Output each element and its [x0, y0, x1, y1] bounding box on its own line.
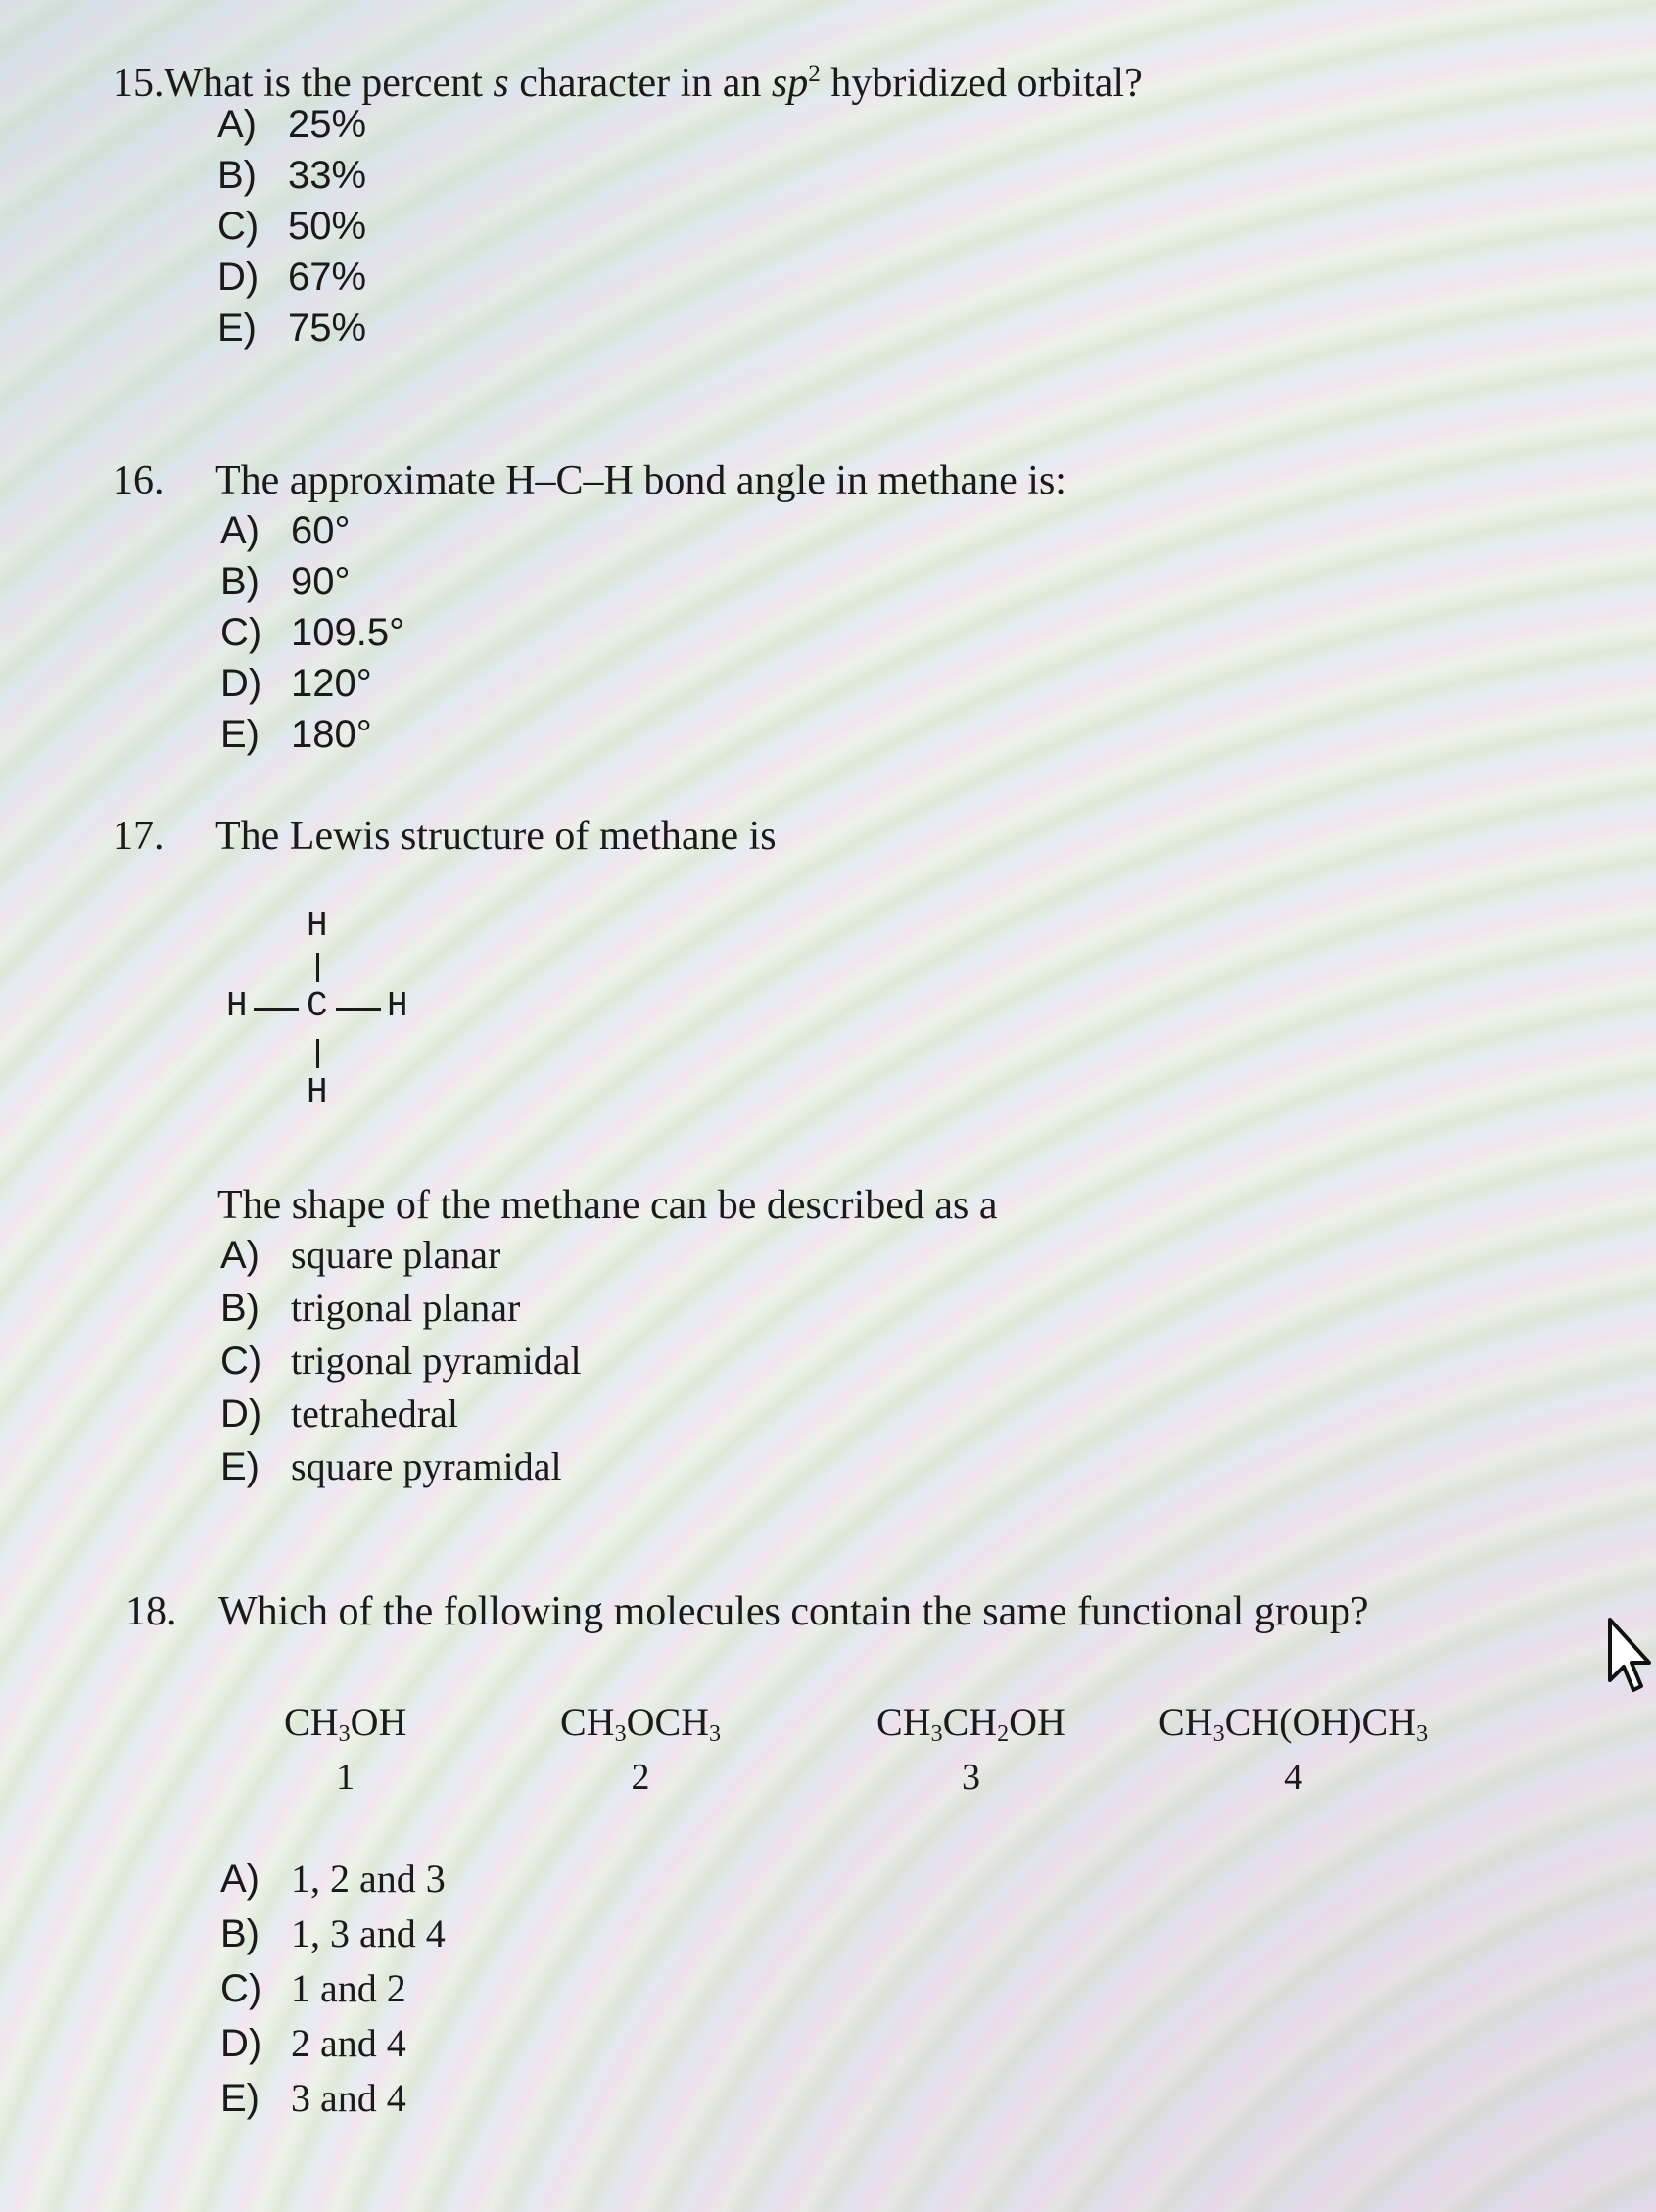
answer-option-b[interactable]: B) 33% [217, 154, 367, 197]
answer-option-d[interactable]: D) 67% [217, 256, 367, 299]
question-number: 16. [113, 458, 165, 503]
molecule-label: 3 [961, 1757, 980, 1798]
answer-option-e[interactable]: E) 3 and 4 [220, 2076, 406, 2120]
molecule-label: 4 [1284, 1757, 1303, 1798]
atom-h-right: H [387, 986, 408, 1026]
molecule-1 [284, 1699, 406, 1799]
question-text-part: character in an [508, 61, 772, 106]
answer-option-c[interactable]: C) 50% [217, 205, 367, 248]
question-text: Which of the following molecules contain the same functional group? [218, 1589, 1369, 1634]
question-text-italic: s [493, 61, 509, 106]
question-15 [113, 49, 1143, 109]
bond-left [254, 1008, 299, 1011]
atom-h-left: H [226, 986, 248, 1026]
question-text-part: What is the percent [164, 61, 494, 106]
answer-option-a[interactable]: A) square planar [220, 1233, 501, 1277]
answer-option-b[interactable]: B) trigonal planar [220, 1286, 521, 1330]
answer-option-d[interactable]: D) tetrahedral [220, 1391, 458, 1435]
answer-option-c[interactable]: C) trigonal pyramidal [220, 1339, 582, 1383]
question-17 [113, 811, 777, 862]
answer-option-e[interactable]: E) 75% [217, 306, 367, 350]
bond-bottom [316, 1039, 319, 1068]
question-number: 17. [113, 814, 165, 859]
question-text: The Lewis structure of methane is [215, 814, 777, 859]
atom-c-center: C [307, 986, 328, 1026]
atom-h-bottom: H [307, 1072, 328, 1112]
bond-right [336, 1008, 381, 1011]
question-text: The approximate H–C–H bond angle in methane is: [215, 458, 1066, 503]
answer-option-e[interactable]: E) square pyramidal [220, 1444, 562, 1488]
molecule-2 [560, 1699, 721, 1799]
question-18 [125, 1586, 1368, 1637]
atom-h-top: H [307, 906, 328, 946]
answer-option-b[interactable]: B) 1, 3 and 4 [220, 1911, 446, 1955]
molecule-label: 2 [631, 1757, 650, 1798]
answer-option-a[interactable]: A) 1, 2 and 3 [220, 1857, 446, 1901]
formula: $CH_3CH_2OH$ [876, 1700, 1065, 1747]
question-number: 15. [113, 61, 165, 106]
formula: $CH_3CH(OH)CH_3$ [1159, 1700, 1429, 1747]
answer-option-a[interactable]: A) 25% [217, 103, 367, 146]
question-text-italic: sp [771, 61, 809, 106]
answer-option-d[interactable]: D) 2 and 4 [220, 2021, 406, 2065]
answer-option-b[interactable]: B) 90° [220, 560, 351, 603]
question-17-followup [217, 1180, 997, 1231]
molecule-label: 1 [336, 1757, 355, 1798]
answer-option-c[interactable]: C) 1 and 2 [220, 1966, 406, 2010]
question-number: 18. [125, 1589, 177, 1634]
answer-option-a[interactable]: A) 60° [220, 509, 351, 552]
superscript: 2 [808, 61, 821, 87]
answer-option-e[interactable]: E) 180° [220, 713, 372, 756]
mouse-cursor-icon [1606, 1616, 1653, 1699]
question-text: The shape of the methane can be described as a [217, 1183, 998, 1228]
answer-option-d[interactable]: D) 120° [220, 662, 372, 705]
molecule-3 [876, 1699, 1065, 1799]
formula: $CH_3OCH_3$ [560, 1700, 722, 1747]
lewis-structure-methane [220, 906, 436, 1121]
answer-option-c[interactable]: C) 109.5° [220, 611, 405, 654]
question-text-part: hybridized orbital? [820, 61, 1143, 106]
formula: $CH_3OH$ [284, 1700, 407, 1747]
molecule-4 [1159, 1699, 1428, 1799]
question-16 [113, 455, 1066, 506]
bond-top [316, 953, 319, 982]
